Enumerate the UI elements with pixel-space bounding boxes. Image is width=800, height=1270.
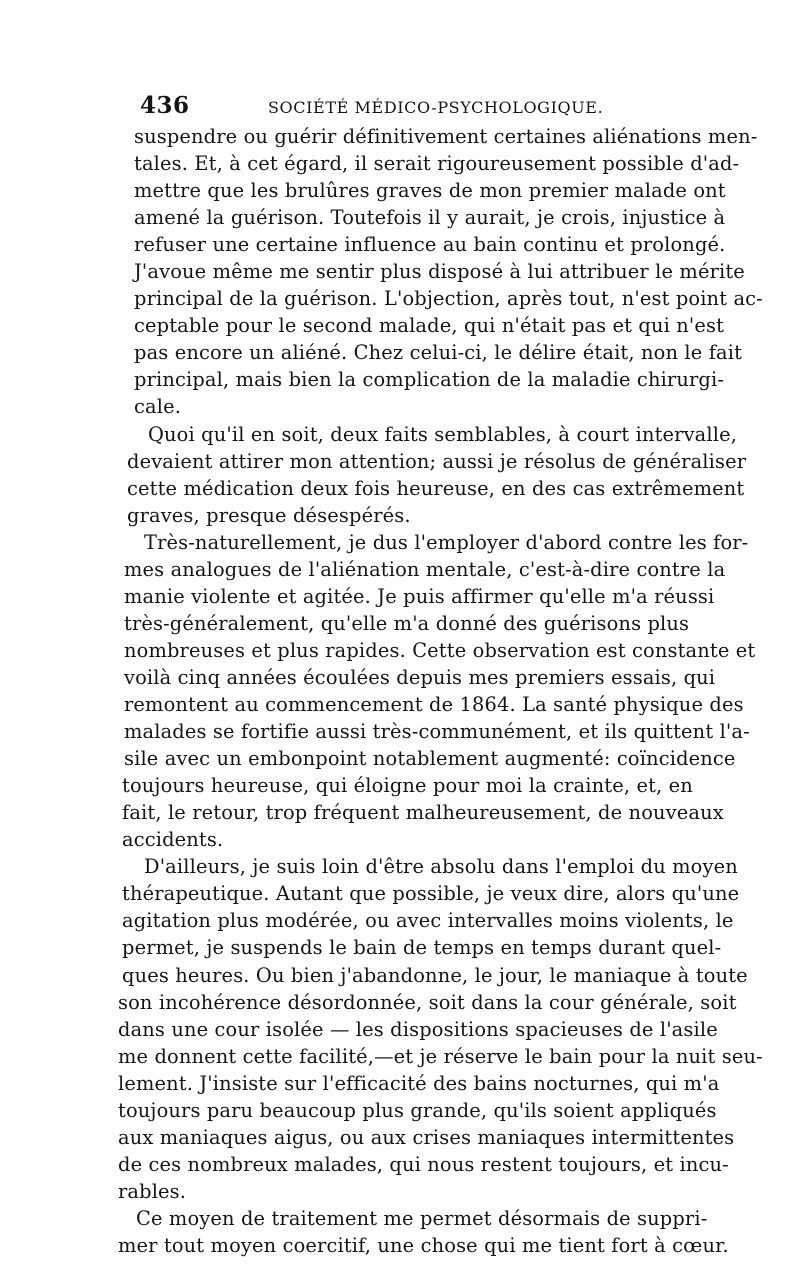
- text-line: rables.: [118, 1180, 187, 1203]
- running-head: SOCIÉTÉ MÉDICO-PSYCHOLOGIQUE.: [268, 98, 604, 117]
- text-line: mer tout moyen coercitif, une chose qui me tient fort à cœur.: [118, 1234, 729, 1257]
- text-line: pas encore un aliéné. Chez celui-ci, le délire était, non le fait: [134, 341, 743, 364]
- text-line: sile avec un embonpoint notablement augmenté: coïncidence: [124, 747, 736, 770]
- text-line: principal de la guérison. L'objection, après tout, n'est point ac-: [134, 287, 763, 310]
- text-line: remontent au commencement de 1864. La santé physique des: [124, 693, 744, 716]
- text-line: agitation plus modérée, ou avec intervalles moins violents, le: [122, 909, 734, 932]
- text-line: mettre que les brulûres graves de mon premier malade ont: [134, 179, 726, 202]
- text-line: voilà cinq années écoulées depuis mes premiers essais, qui: [124, 666, 716, 689]
- text-line: toujours paru beaucoup plus grande, qu'ils soient appliqués: [118, 1099, 717, 1122]
- text-line: principal, mais bien la complication de la maladie chirurgi-: [134, 368, 725, 391]
- text-line: cette médication deux fois heureuse, en des cas extrêmement: [127, 477, 745, 500]
- text-line: amené la guérison. Toutefois il y aurait, je crois, injustice à: [134, 206, 726, 229]
- text-line: devaient attirer mon attention; aussi je résolus de généraliser: [127, 450, 747, 473]
- text-line: mes analogues de l'aliénation mentale, c'est-à-dire contre la: [124, 558, 726, 581]
- text-line: Quoi qu'il en soit, deux faits semblables, à court intervalle,: [148, 423, 738, 446]
- text-line: J'avoue même me sentir plus disposé à lui attribuer le mérite: [134, 260, 745, 283]
- text-line: ques heures. Ou bien j'abandonne, le jour, le maniaque à toute: [122, 964, 748, 987]
- text-line: refuser une certaine influence au bain continu et prolongé.: [134, 233, 726, 256]
- text-line: Très-naturellement, je dus l'employer d'abord contre les for-: [144, 531, 749, 554]
- text-line: suspendre ou guérir définitivement certaines aliénations men-: [134, 125, 758, 148]
- text-line: malades se fortifie aussi très-communément, et ils quittent l'a-: [124, 720, 750, 743]
- text-line: thérapeutique. Autant que possible, je veux dire, alors qu'une: [122, 882, 740, 905]
- text-line: très-généralement, qu'elle m'a donné des guérisons plus: [124, 612, 690, 635]
- text-line: cale.: [134, 395, 182, 418]
- text-line: fait, le retour, trop fréquent malheureusement, de nouveaux: [122, 801, 724, 824]
- text-line: manie violente et agitée. Je puis affirmer qu'elle m'a réussi: [124, 585, 715, 608]
- text-line: tales. Et, à cet égard, il serait rigoureusement possible d'ad-: [134, 152, 740, 175]
- text-line: son incohérence désordonnée, soit dans la cour générale, soit: [118, 991, 737, 1014]
- page-number: 436: [140, 92, 190, 119]
- text-line: toujours heureuse, qui éloigne pour moi la crainte, et, en: [122, 774, 693, 797]
- text-line: Ce moyen de traitement me permet désormais de suppri-: [136, 1207, 708, 1230]
- text-line: lement. J'insiste sur l'efficacité des bains nocturnes, qui m'a: [118, 1072, 720, 1095]
- text-line: ceptable pour le second malade, qui n'était pas et qui n'est: [134, 314, 725, 337]
- page-header: [140, 92, 685, 122]
- text-line: dans une cour isolée — les dispositions spacieuses de l'asile: [118, 1018, 718, 1041]
- text-line: de ces nombreux malades, qui nous restent toujours, et incu-: [118, 1153, 729, 1176]
- text-line: nombreuses et plus rapides. Cette observation est constante et: [124, 639, 756, 662]
- text-line: permet, je suspends le bain de temps en temps durant quel-: [122, 936, 722, 959]
- text-line: aux maniaques aigus, ou aux crises maniaques intermittentes: [118, 1126, 735, 1149]
- text-line: graves, presque désespérés.: [127, 504, 411, 527]
- text-line: accidents.: [122, 828, 224, 851]
- text-line: me donnent cette facilité,—et je réserve le bain pour la nuit seu-: [118, 1045, 763, 1068]
- text-line: D'ailleurs, je suis loin d'être absolu dans l'emploi du moyen: [144, 855, 738, 878]
